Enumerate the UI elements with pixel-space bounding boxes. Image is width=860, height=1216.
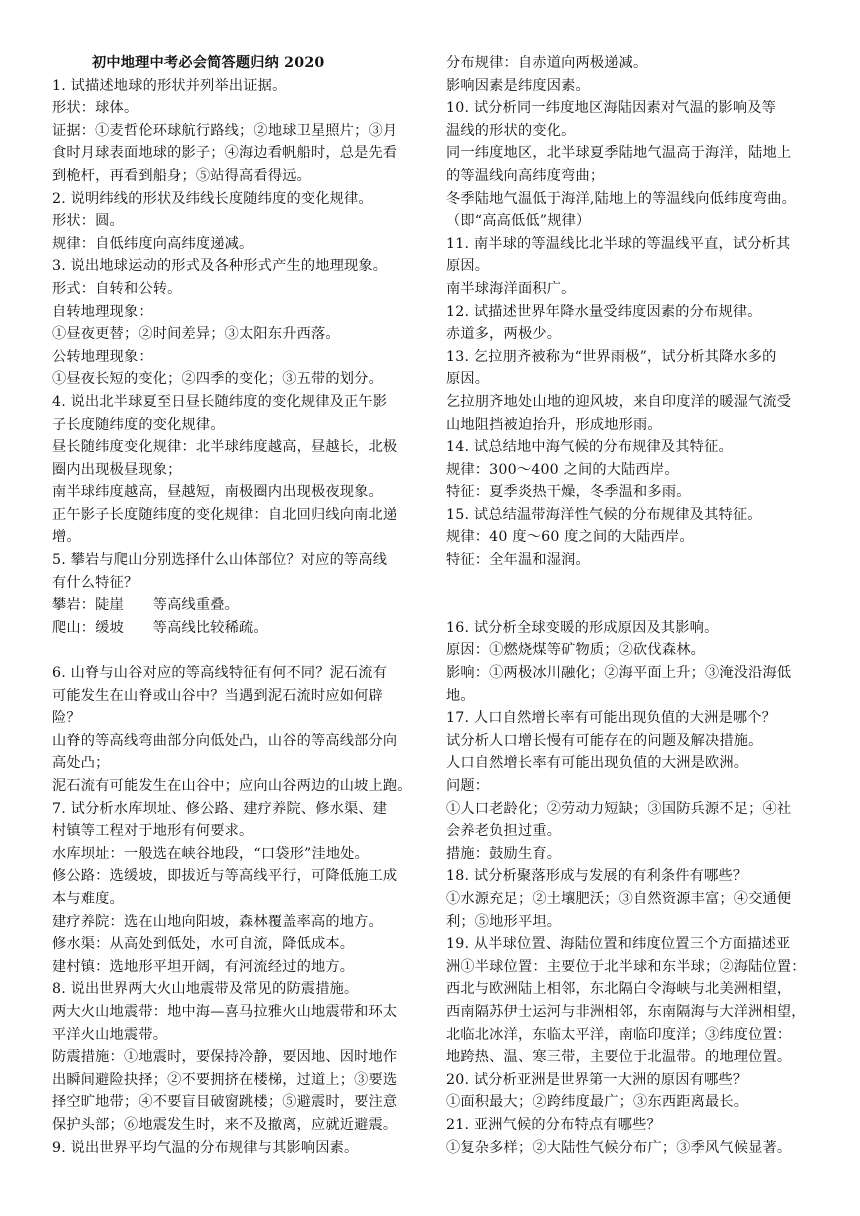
text-line: 同一纬度地区，北半球夏季陆地气温高于海洋，陆地上 — [446, 145, 792, 162]
text-line: 9. 说出世界平均气温的分布规律与其影响因素。 — [52, 1139, 359, 1156]
text-line: 规律：300～400 之间的大陆西岸。 — [446, 461, 679, 478]
text-line: 水库坝址：一般选在峡谷地段，“口袋形”洼地处。 — [52, 845, 370, 862]
right-column — [446, 52, 836, 1159]
text-line: 本与难度。 — [52, 890, 124, 907]
text-line: 攀岩：陡崖 等高线重叠。 — [52, 597, 240, 614]
text-line: 证据：①麦哲伦环球航行路线；②地球卫星照片；③月 — [52, 122, 398, 139]
text-line: 试分析人口增长慢有可能存在的问题及解决措施。 — [446, 732, 763, 749]
text-line: 增。 — [52, 529, 81, 546]
text-line: 可能发生在山脊或山谷中？当遇到泥石流时应如何辟 — [52, 687, 383, 704]
text-line: 1. 试描述地球的形状并列举出证据。 — [52, 77, 287, 94]
text-line: 21. 亚洲气候的分布特点有哪些？ — [446, 1116, 661, 1133]
text-line: 食时月球表面地球的影子；④海边看帆船时，总是先看 — [52, 145, 398, 162]
text-line: 防震措施：①地震时，要保持冷静，要因地、因时地作 — [52, 1049, 398, 1066]
text-line: 会养老负担过重。 — [446, 823, 562, 840]
text-line: 险？ — [52, 710, 81, 727]
text-line: 4. 说出北半球夏至日昼长随纬度的变化规律及正午影 — [52, 393, 388, 410]
text-line: 乞拉朋齐地处山地的迎风坡，来自印度洋的暖湿气流受 — [446, 393, 792, 410]
text-line: 16. 试分析全球变暖的形成原因及其影响。 — [446, 619, 719, 636]
text-line: ①昼夜更替；②时间差异；③太阳东升西落。 — [52, 326, 340, 343]
text-line: 地跨热、温、寒三带，主要位于北温带。的地理位置。 — [446, 1049, 792, 1066]
blank-line — [446, 572, 836, 595]
text-line: 10. 试分析同一纬度地区海陆因素对气温的影响及等 — [446, 100, 777, 117]
text-line: ①水源充足；②土壤肥沃；③自然资源丰富；④交通便 — [446, 890, 792, 907]
text-line: 分布规律：自赤道向两极递减。 — [446, 55, 648, 71]
text-line: 温线的形状的变化。 — [446, 122, 576, 139]
text-line: 8. 说出世界两大火山地震带及常见的防震措施。 — [52, 981, 359, 998]
text-line: 的等温线向高纬度弯曲； — [446, 167, 605, 184]
text-line: 形状：球体。 — [52, 100, 139, 117]
text-line: 规律：40 度～60 度之间的大陆西岸。 — [446, 529, 694, 546]
text-line: 11. 南半球的等温线比北半球的等温线平直，试分析其 — [446, 235, 791, 252]
text-line: 自转地理现象： — [52, 303, 153, 320]
text-line: 两大火山地震带：地中海—喜马拉雅火山地震带和环太 — [52, 1003, 398, 1020]
text-line: 子长度随纬度的变化规律。 — [52, 416, 225, 433]
text-line: 3. 说出地球运动的形式及各种形式产生的地理现象。 — [52, 258, 388, 275]
text-line: 13. 乞拉朋齐被称为“世界雨极”，试分析其降水多的 — [446, 348, 777, 365]
text-line: 19. 从半球位置、海陆位置和纬度位置三个方面描述亚 — [446, 936, 791, 953]
text-line: 原因。 — [446, 258, 490, 275]
text-line: 12. 试描述世界年降水量受纬度因素的分布规律。 — [446, 303, 762, 320]
text-line: 北临北冰洋，东临太平洋，南临印度洋；③纬度位置： — [446, 1026, 792, 1043]
text-line: 形式：自转和公转。 — [52, 280, 182, 297]
blank-line — [446, 594, 836, 617]
text-line: 到桅杆，再看到船身；⑤站得高看得远。 — [52, 167, 311, 184]
text-line: 正午影子长度随纬度的变化规律：自北回归线向南北递 — [52, 506, 398, 523]
text-line: 出瞬间避险抉择；②不要拥挤在楼梯，过道上；③要选 — [52, 1071, 398, 1088]
text-line: 15. 试总结温带海洋性气候的分布规律及其特征。 — [446, 506, 762, 523]
text-line: 赤道多，两极少。 — [446, 326, 562, 343]
left-column — [52, 52, 442, 1159]
text-line: 洲①半球位置：主要位于北半球和东半球；②海陆位置： — [446, 958, 806, 975]
text-line: 利；⑤地形平坦。 — [446, 913, 562, 930]
text-line: 形状：圆。 — [52, 213, 124, 230]
text-line: 14. 试总结地中海气候的分布规律及其特征。 — [446, 439, 733, 456]
text-line: 保护头部；⑥地震发生时，来不及撤离，应就近避震。 — [52, 1116, 398, 1133]
text-line: 5. 攀岩与爬山分别选择什么山体部位？对应的等高线 — [52, 552, 388, 569]
text-line: 西南隔苏伊士运河与非洲相邻，东南隔海与大洋洲相望， — [446, 1003, 806, 1020]
text-line: 修水渠：从高处到低处，水可自流，降低成本。 — [52, 936, 355, 953]
text-line: 20. 试分析亚洲是世界第一大洲的原因有哪些？ — [446, 1071, 748, 1088]
text-line: 山地阻挡被迫抬升，形成地形雨。 — [446, 416, 662, 433]
text-line: 影响因素是纬度因素。 — [446, 77, 590, 94]
text-line: ①面积最大；②跨纬度最广；③东西距离最长。 — [446, 1094, 749, 1111]
text-line: 特征：夏季炎热干燥，冬季温和多雨。 — [446, 484, 691, 501]
text-line: 冬季陆地气温低于海洋,陆地上的等温线向低纬度弯曲。 — [446, 190, 797, 207]
text-line: 有什么特征？ — [52, 574, 139, 591]
text-line: 修公路：选缓坡，即拔近与等高线平行，可降低施工成 — [52, 868, 398, 885]
text-line: 南半球纬度越高，昼越短，南极圈内出现极夜现象。 — [52, 484, 383, 501]
text-line: ①复杂多样；②大陆性气候分布广；③季风气候显著。 — [446, 1139, 792, 1156]
text-line: 昼长随纬度变化规律：北半球纬度越高，昼越长，北极 — [52, 439, 398, 456]
text-line: 西北与欧洲陆上相邻，东北隔白令海峡与北美洲相望， — [446, 981, 792, 998]
text-line: （即“高高低低”规律） — [446, 213, 591, 230]
text-line: 人口自然增长率有可能出现负值的大洲是欧洲。 — [446, 755, 749, 772]
text-line: 平洋火山地震带。 — [52, 1026, 168, 1043]
document-title: 初中地理中考必会简答题归纳 2020 — [92, 55, 325, 71]
text-line: 问题： — [446, 778, 490, 794]
text-line: ①昼夜长短的变化；②四季的变化；③五带的划分。 — [52, 371, 383, 388]
text-line: 圈内出现极昼现象； — [52, 461, 182, 478]
text-line: 措施：鼓励生育。 — [446, 845, 562, 862]
text-line: 高处凸； — [52, 755, 110, 772]
text-line: 原因：①燃烧煤等矿物质；②砍伐森林。 — [446, 642, 705, 659]
text-line: 择空旷地带；④不要盲目破窗跳楼；⑤避震时，要注意 — [52, 1094, 398, 1111]
text-line: 6. 山脊与山谷对应的等高线特征有何不同？泥石流有 — [52, 665, 388, 682]
text-line: 地。 — [446, 687, 475, 704]
text-line: 2. 说明纬线的形状及纬线长度随纬度的变化规律。 — [52, 190, 373, 207]
text-line: ①人口老龄化；②劳动力短缺；③国防兵源不足；④社 — [446, 800, 792, 817]
blank-line — [52, 639, 442, 662]
text-line: 村镇等工程对于地形有何要求。 — [52, 823, 254, 840]
text-line: 7. 试分析水库坝址、修公路、建疗养院、修水渠、建 — [52, 800, 388, 817]
text-line: 南半球海洋面积广。 — [446, 280, 576, 297]
text-line: 影响：①两极冰川融化；②海平面上升；③淹没沿海低 — [446, 665, 792, 682]
text-line: 建疗养院：选在山地向阳坡，森林覆盖率高的地方。 — [52, 913, 383, 930]
text-line: 爬山：缓坡 等高线比较稀疏。 — [52, 619, 268, 636]
text-line: 原因。 — [446, 371, 490, 388]
text-line: 山脊的等高线弯曲部分向低处凸，山谷的等高线部分向 — [52, 732, 398, 749]
text-line: 建村镇：选地形平坦开阔，有河流经过的地方。 — [52, 958, 355, 975]
text-line: 公转地理现象： — [52, 348, 153, 365]
text-line: 18. 试分析聚落形成与发展的有利条件有哪些？ — [446, 868, 748, 885]
text-line: 规律：自低纬度向高纬度递减。 — [52, 235, 254, 252]
text-line: 泥石流有可能发生在山谷中；应向山谷两边的山坡上跑。 — [52, 778, 412, 794]
text-line: 特征：全年温和湿润。 — [446, 552, 590, 569]
text-line: 17. 人口自然增长率有可能出现负值的大洲是哪个？ — [446, 710, 777, 727]
